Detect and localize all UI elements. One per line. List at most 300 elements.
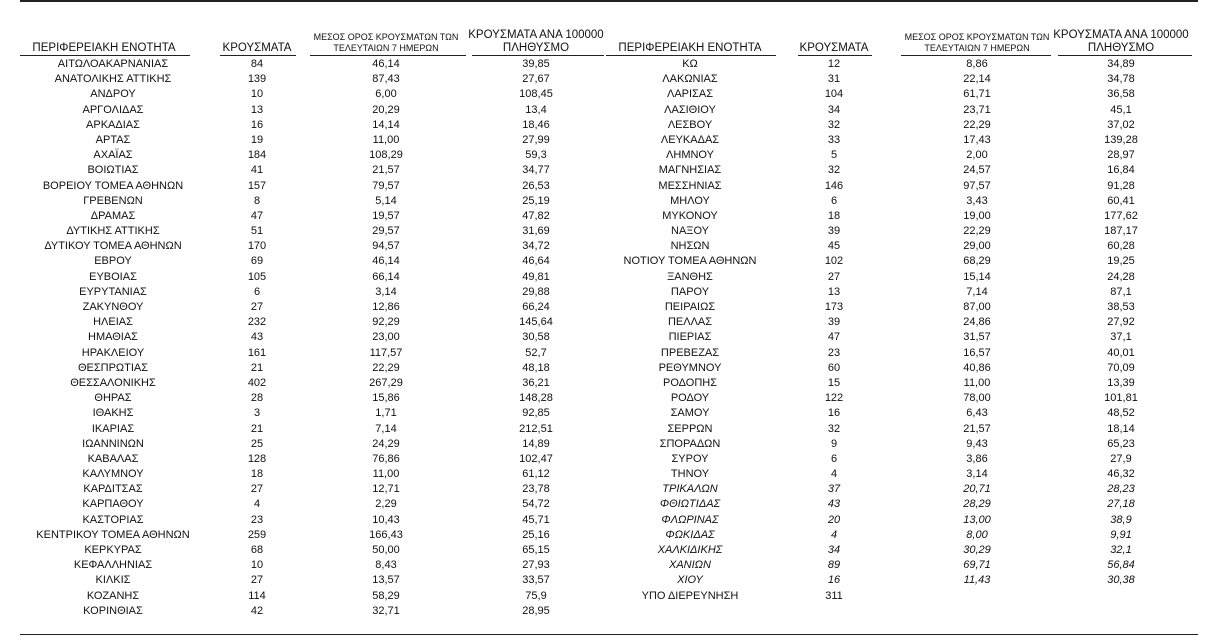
avg7-cell: 3,14	[966, 468, 988, 481]
avg7-cell: 3,43	[966, 194, 988, 207]
cases-cell: 31	[827, 73, 841, 86]
per100k-cell: 25,16	[522, 528, 550, 541]
avg7-cell: 12,86	[372, 301, 400, 313]
avg7-cell: 15,86	[372, 392, 400, 405]
region-cell: ΑΝΔΡΟΥ	[90, 88, 136, 101]
per100k-cell: 92,85	[522, 407, 550, 420]
avg7-cell: 10,43	[372, 513, 400, 526]
cases-cell: 173	[824, 301, 844, 313]
avg7-cell: 11,00	[963, 376, 991, 389]
avg7-cell: 76,86	[372, 452, 400, 465]
region-cell: ΑΧΑΪΑΣ	[93, 149, 133, 162]
per100k-cell: 18,14	[1107, 422, 1135, 435]
per100k-cell: 34,89	[1107, 58, 1135, 70]
per100k-cell: 37,02	[1107, 118, 1135, 131]
cases-cell: 21	[250, 422, 264, 435]
per100k-cell: 37,1	[1110, 331, 1132, 344]
per100k-cell: 47,82	[522, 209, 550, 222]
table-row	[606, 194, 1206, 209]
cases-cell: 37	[827, 483, 841, 496]
region-cell: ΝΟΤΙΟΥ ΤΟΜΕΑ ΑΘΗΝΩΝ	[623, 255, 757, 268]
per100k-cell: 75,9	[525, 589, 547, 602]
cases-column-header: ΚΡΟΥΣΜΑΤΑ	[799, 42, 869, 54]
cases-cell: 47	[827, 331, 841, 344]
header-underline	[472, 55, 604, 56]
table-row	[606, 103, 1206, 118]
header-underline	[20, 55, 190, 56]
per100k-cell: 28,95	[522, 604, 550, 617]
cases-cell: 27	[250, 301, 264, 313]
header-underline	[220, 55, 296, 56]
cases-cell: 6	[830, 194, 838, 207]
cases-cell: 105	[247, 270, 267, 283]
cases-cell: 170	[247, 240, 267, 253]
cases-cell: 10	[250, 559, 264, 572]
cases-cell: 15	[827, 376, 841, 389]
cases-cell: 9	[830, 437, 838, 450]
avg7-cell: 11,43	[963, 574, 991, 587]
cases-cell: 42	[250, 604, 264, 617]
per100k-cell: 60,28	[1107, 240, 1135, 253]
avg7-cell: 3,14	[375, 285, 397, 298]
cases-cell: 45	[827, 240, 841, 253]
cases-cell: 27	[827, 270, 841, 283]
per100k-cell: 31,69	[522, 225, 550, 238]
table-row	[20, 437, 620, 452]
per100k-cell: 16,84	[1107, 164, 1135, 177]
avg7-cell: 19,00	[963, 209, 991, 222]
table-row	[606, 118, 1206, 133]
table-row	[20, 376, 620, 391]
per100k-cell: 27,99	[522, 133, 550, 146]
per100k-cell: 60,41	[1107, 194, 1135, 207]
per100k-cell: 28,97	[1107, 149, 1135, 162]
table-row	[606, 376, 1206, 391]
per100k-cell: 102,47	[519, 452, 553, 465]
per100k-cell: 46,64	[522, 255, 550, 268]
table-row	[606, 589, 1206, 604]
table-row	[20, 452, 620, 467]
avg7-column-header: ΜΕΣΟΣ ΟΡΟΣ ΚΡΟΥΣΜΑΤΩΝ ΤΩΝ ΤΕΛΕΥΤΑΙΩΝ 7 ΗΜΕΡΩΝ	[904, 32, 1050, 53]
table-row	[606, 300, 1206, 315]
table-row	[606, 497, 1206, 512]
avg7-cell: 11,00	[372, 133, 400, 146]
table-row	[20, 179, 620, 194]
left-cases-table	[20, 0, 620, 619]
per100k-cell: 91,28	[1107, 179, 1135, 192]
table-row	[606, 179, 1206, 194]
table-row	[606, 437, 1206, 452]
cases-cell: 18	[250, 468, 264, 481]
per100k-cell: 32,1	[1110, 544, 1132, 556]
per100k-cell: 27,9	[1110, 452, 1132, 465]
table-row	[20, 315, 620, 330]
table-row	[606, 573, 1206, 588]
cases-cell: 4	[253, 498, 261, 511]
avg7-cell: 66,14	[372, 270, 400, 283]
cases-cell: 146	[824, 179, 844, 192]
table-row	[20, 361, 620, 376]
cases-cell: 60	[827, 361, 841, 374]
region-cell: ΚΩ	[682, 58, 698, 70]
region-cell: ΝΑΞΟΥ	[671, 225, 709, 238]
region-cell: ΑΡΓΟΛΙΔΑΣ	[82, 103, 144, 116]
region-cell: ΡΟΔΟΠΗΣ	[662, 376, 718, 389]
per100k-cell: 27,92	[1107, 316, 1135, 329]
avg7-cell: 5,14	[375, 194, 397, 207]
table-row	[20, 148, 620, 163]
avg7-cell: 8,43	[375, 559, 397, 572]
region-cell: ΤΗΝΟΥ	[670, 468, 710, 481]
right-cases-table	[606, 0, 1206, 604]
region-cell: ΣΠΟΡΑΔΩΝ	[659, 437, 721, 450]
avg7-cell: 29,00	[963, 240, 991, 253]
region-cell: ΚΑΛΥΜΝΟΥ	[82, 468, 144, 481]
region-cell: ΧΑΛΚΙΔΙΚΗΣ	[657, 544, 723, 556]
cases-cell: 41	[250, 164, 264, 177]
table-row	[606, 330, 1206, 345]
per100k-cell: 25,19	[522, 194, 550, 207]
region-cell: ΖΑΚΥΝΘΟΥ	[82, 301, 144, 313]
avg7-cell: 46,14	[372, 255, 400, 268]
avg7-cell: 9,43	[966, 437, 988, 450]
left-table-header	[20, 0, 620, 55]
region-cell: ΓΡΕΒΕΝΩΝ	[83, 194, 143, 207]
region-cell: ΚΑΒΑΛΑΣ	[87, 452, 139, 465]
left-table-body	[20, 57, 620, 619]
table-row	[20, 330, 620, 345]
region-cell: ΛΕΣΒΟΥ	[667, 118, 713, 131]
avg7-cell: 2,00	[966, 149, 988, 162]
cases-cell: 157	[247, 179, 267, 192]
avg7-cell: 40,86	[963, 361, 991, 374]
region-cell: ΙΩΑΝΝΙΝΩΝ	[82, 437, 144, 450]
table-row	[20, 589, 620, 604]
per100k-cell: 13,39	[1107, 376, 1135, 389]
avg7-cell: 6,00	[375, 88, 397, 101]
region-cell: ΔΥΤΙΚΗΣ ΑΤΤΙΚΗΣ	[66, 225, 160, 238]
avg7-cell: 21,57	[372, 164, 400, 177]
cases-cell: 139	[247, 73, 267, 86]
per100k-cell: 45,71	[522, 513, 550, 526]
cases-cell: 5	[830, 149, 838, 162]
avg7-cell: 94,57	[372, 240, 400, 253]
per100k-cell: 48,18	[522, 361, 550, 374]
cases-cell: 23	[250, 513, 264, 526]
avg7-cell: 14,14	[372, 118, 400, 131]
avg7-cell: 20,29	[372, 103, 400, 116]
cases-cell: 28	[250, 392, 264, 405]
cases-cell: 16	[827, 407, 841, 420]
region-cell: ΜΗΛΟΥ	[670, 194, 710, 207]
region-cell: ΒΟΙΩΤΙΑΣ	[87, 164, 139, 177]
table-row	[20, 239, 620, 254]
table-row	[606, 239, 1206, 254]
avg7-cell: 21,57	[963, 422, 991, 435]
avg7-cell: 78,00	[963, 392, 991, 405]
avg7-cell: 117,57	[369, 346, 403, 359]
avg7-cell: 22,14	[963, 73, 991, 86]
region-cell: ΦΘΙΩΤΙΔΑΣ	[659, 498, 721, 511]
region-cell: ΡΕΘΥΜΝΟΥ	[658, 361, 722, 374]
cases-cell: 32	[827, 164, 841, 177]
region-cell: ΒΟΡΕΙΟΥ ΤΟΜΕΑ ΑΘΗΝΩΝ	[42, 179, 184, 192]
cases-cell: 39	[827, 225, 841, 238]
header-underline	[901, 55, 1051, 56]
table-row	[20, 300, 620, 315]
per100k-cell: 65,23	[1107, 437, 1135, 450]
cases-cell: 114	[248, 589, 266, 602]
per100k-cell: 54,72	[522, 498, 550, 511]
region-cell: ΜΑΓΝΗΣΙΑΣ	[658, 164, 722, 177]
per100k-cell: 30,58	[522, 331, 550, 344]
avg7-cell: 29,57	[372, 225, 400, 238]
avg7-cell: 32,71	[372, 604, 400, 617]
table-row	[20, 285, 620, 300]
region-cell: ΜΕΣΣΗΝΙΑΣ	[658, 179, 722, 192]
table-row	[20, 133, 620, 148]
table-row	[606, 452, 1206, 467]
region-cell: ΧΑΝΙΩΝ	[669, 559, 711, 572]
header-underline	[1058, 55, 1192, 56]
cases-cell: 25	[250, 437, 264, 450]
cases-cell: 32	[827, 422, 841, 435]
region-cell: ΣΕΡΡΩΝ	[667, 422, 713, 435]
cases-cell: 43	[827, 498, 841, 511]
table-row	[20, 528, 620, 543]
region-cell: ΤΡΙΚΑΛΩΝ	[662, 483, 718, 496]
avg7-cell: 7,14	[966, 285, 988, 298]
cases-cell: 161	[247, 346, 267, 359]
per100k-cell: 48,52	[1107, 407, 1135, 420]
cases-cell: 32	[827, 118, 841, 131]
table-row	[606, 209, 1206, 224]
per100k-cell: 177,62	[1104, 209, 1138, 222]
avg7-cell: 23,71	[963, 103, 991, 116]
avg7-cell: 17,43	[963, 133, 991, 146]
table-row	[20, 513, 620, 528]
table-row	[20, 497, 620, 512]
avg7-cell: 23,00	[372, 331, 400, 344]
per100k-cell: 87,1	[1110, 285, 1132, 298]
per100k-cell: 65,15	[522, 544, 550, 556]
cases-cell: 43	[250, 331, 264, 344]
avg7-cell: 1,71	[375, 407, 397, 420]
avg7-cell: 24,29	[372, 437, 400, 450]
per100k-cell: 34,78	[1107, 73, 1135, 86]
table-row	[606, 315, 1206, 330]
avg7-cell: 13,00	[963, 513, 991, 526]
table-row	[20, 406, 620, 421]
region-cell: ΛΑΣΙΘΙΟΥ	[664, 103, 716, 116]
table-row	[20, 346, 620, 361]
per100k-cell: 18,46	[522, 118, 550, 131]
region-cell: ΠΡΕΒΕΖΑΣ	[660, 346, 720, 359]
cases-cell: 232	[247, 316, 267, 329]
cases-cell: 19	[250, 133, 264, 146]
per100k-cell: 38,9	[1110, 513, 1132, 526]
region-cell: ΕΥΒΟΙΑΣ	[89, 270, 137, 283]
region-cell: ΦΛΩΡΙΝΑΣ	[661, 513, 719, 526]
table-row	[606, 270, 1206, 285]
avg7-cell: 166,43	[369, 528, 403, 541]
avg7-cell: 87,43	[372, 73, 400, 86]
avg7-cell: 3,86	[966, 452, 988, 465]
cases-cell: 27	[250, 574, 264, 587]
avg7-cell: 22,29	[963, 118, 991, 131]
table-row	[20, 573, 620, 588]
table-row	[20, 118, 620, 133]
cases-cell: 68	[250, 544, 264, 556]
table-row	[606, 163, 1206, 178]
avg7-cell: 31,57	[963, 331, 991, 344]
per100k-cell: 108,45	[519, 88, 553, 101]
cases-cell: 20	[827, 513, 841, 526]
per100k-column-header: ΚΡΟΥΣΜΑΤΑ ΑΝΑ 100000 ΠΛΗΘΥΣΜΟ	[1053, 29, 1189, 54]
region-cell: ΠΙΕΡΙΑΣ	[668, 331, 712, 344]
region-cell: ΕΥΡΥΤΑΝΙΑΣ	[79, 285, 147, 298]
per100k-cell: 145,64	[519, 316, 553, 329]
table-row	[20, 254, 620, 269]
per100k-cell: 39,85	[522, 58, 550, 70]
avg7-cell: 79,57	[372, 179, 400, 192]
cases-cell: 23	[827, 346, 841, 359]
region-cell: ΡΟΔΟΥ	[670, 392, 710, 405]
region-cell: ΠΕΛΛΑΣ	[667, 316, 713, 329]
table-row	[606, 558, 1206, 573]
table-row	[606, 482, 1206, 497]
cases-cell: 102	[824, 255, 844, 268]
cases-cell: 84	[250, 58, 264, 70]
table-row	[606, 72, 1206, 87]
per100k-cell: 212,51	[519, 422, 553, 435]
table-row	[606, 406, 1206, 421]
region-cell: ΗΡΑΚΛΕΙΟΥ	[81, 346, 145, 359]
table-row	[20, 224, 620, 239]
per100k-column-header: ΚΡΟΥΣΜΑΤΑ ΑΝΑ 100000 ΠΛΗΘΥΣΜΟ	[468, 29, 604, 54]
region-cell: ΜΥΚΟΝΟΥ	[662, 209, 718, 222]
cases-cell: 259	[247, 528, 267, 541]
per100k-cell: 34,72	[522, 240, 550, 253]
cases-cell: 4	[830, 528, 838, 541]
avg7-cell: 267,29	[369, 376, 403, 389]
per100k-cell: 36,58	[1107, 88, 1135, 101]
cases-cell: 6	[830, 452, 838, 465]
region-cell: ΚΕΝΤΡΙΚΟΥ ΤΟΜΕΑ ΑΘΗΝΩΝ	[36, 528, 190, 541]
table-row	[20, 57, 620, 72]
table-row	[20, 558, 620, 573]
cases-cell: 16	[827, 574, 841, 587]
per100k-cell: 139,28	[1104, 133, 1138, 146]
table-row	[20, 270, 620, 285]
avg7-cell: 20,71	[963, 483, 991, 496]
per100k-cell: 40,01	[1107, 346, 1135, 359]
region-cell: ΘΕΣΣΑΛΟΝΙΚΗΣ	[70, 376, 156, 389]
region-cell: ΦΩΚΙΔΑΣ	[665, 528, 715, 541]
region-cell: ΙΘΑΚΗΣ	[92, 407, 134, 420]
cases-cell: 128	[247, 452, 267, 465]
table-row	[606, 148, 1206, 163]
region-cell: ΧΙΟΥ	[677, 574, 703, 587]
per100k-cell: 27,93	[522, 559, 550, 572]
region-cell: ΚΕΡΚΥΡΑΣ	[84, 544, 142, 556]
table-row	[20, 543, 620, 558]
per100k-cell: 27,67	[522, 73, 550, 86]
cases-cell: 27	[250, 483, 264, 496]
per100k-cell: 59,3	[525, 149, 547, 162]
avg7-cell: 15,14	[963, 270, 991, 283]
header-underline	[606, 55, 776, 56]
avg7-cell: 68,29	[963, 255, 991, 268]
per100k-cell: 101,81	[1104, 392, 1138, 405]
table-row	[20, 467, 620, 482]
per100k-cell: 30,38	[1107, 574, 1135, 587]
region-cell: ΑΡΚΑΔΙΑΣ	[86, 118, 140, 131]
per100k-cell: 148,28	[519, 392, 553, 405]
avg7-cell: 108,29	[369, 149, 403, 162]
cases-cell: 402	[247, 376, 267, 389]
avg7-cell: 13,57	[372, 574, 400, 587]
table-row	[20, 422, 620, 437]
avg7-cell: 11,00	[372, 468, 400, 481]
region-cell: ΚΑΣΤΟΡΙΑΣ	[82, 513, 144, 526]
region-cell: ΘΗΡΑΣ	[94, 392, 132, 405]
region-cell: ΕΒΡΟΥ	[94, 255, 132, 268]
per100k-cell: 33,57	[522, 574, 550, 587]
per100k-cell: 45,1	[1110, 103, 1132, 116]
region-cell: ΣΥΡΟΥ	[671, 452, 709, 465]
cases-column-header: ΚΡΟΥΣΜΑΤΑ	[222, 42, 292, 54]
avg7-cell: 22,29	[372, 361, 400, 374]
cases-cell: 3	[253, 407, 261, 420]
bottom-rule	[20, 634, 1198, 635]
cases-cell: 47	[250, 209, 264, 222]
region-cell: ΚΑΡΔΙΤΣΑΣ	[83, 483, 143, 496]
table-row	[606, 513, 1206, 528]
table-row	[20, 87, 620, 102]
per100k-cell: 187,17	[1104, 225, 1138, 238]
cases-cell: 16	[250, 118, 264, 131]
cases-cell: 69	[250, 255, 264, 268]
table-row	[20, 72, 620, 87]
region-cell: ΘΕΣΠΡΩΤΙΑΣ	[77, 361, 149, 374]
cases-cell: 12	[827, 58, 841, 70]
avg7-cell: 30,29	[963, 544, 991, 556]
cases-cell: 89	[827, 559, 841, 572]
region-cell: ΑΡΤΑΣ	[95, 133, 131, 146]
avg7-cell: 61,71	[963, 88, 991, 101]
avg7-cell: 46,14	[372, 58, 400, 70]
per100k-cell: 9,91	[1110, 528, 1132, 541]
per100k-cell: 23,78	[522, 483, 550, 496]
region-cell: ΠΕΙΡΑΙΩΣ	[664, 301, 716, 313]
table-row	[606, 346, 1206, 361]
per100k-cell: 61,12	[522, 468, 550, 481]
table-row	[606, 285, 1206, 300]
region-cell: ΙΚΑΡΙΑΣ	[91, 422, 135, 435]
region-cell: ΣΑΜΟΥ	[670, 407, 710, 420]
avg7-cell: 8,00	[966, 528, 988, 541]
region-cell: ΚΟΖΑΝΗΣ	[86, 589, 140, 602]
per100k-cell: 66,24	[522, 301, 550, 313]
per100k-cell: 24,28	[1107, 270, 1135, 283]
avg7-cell: 7,14	[375, 422, 397, 435]
avg7-column-header: ΜΕΣΟΣ ΟΡΟΣ ΚΡΟΥΣΜΑΤΩΝ ΤΩΝ ΤΕΛΕΥΤΑΙΩΝ 7 ΗΜΕΡΩΝ	[313, 32, 459, 53]
per100k-cell: 29,88	[522, 285, 550, 298]
per100k-cell: 28,23	[1107, 483, 1135, 496]
table-row	[606, 528, 1206, 543]
cases-cell: 34	[827, 103, 841, 116]
